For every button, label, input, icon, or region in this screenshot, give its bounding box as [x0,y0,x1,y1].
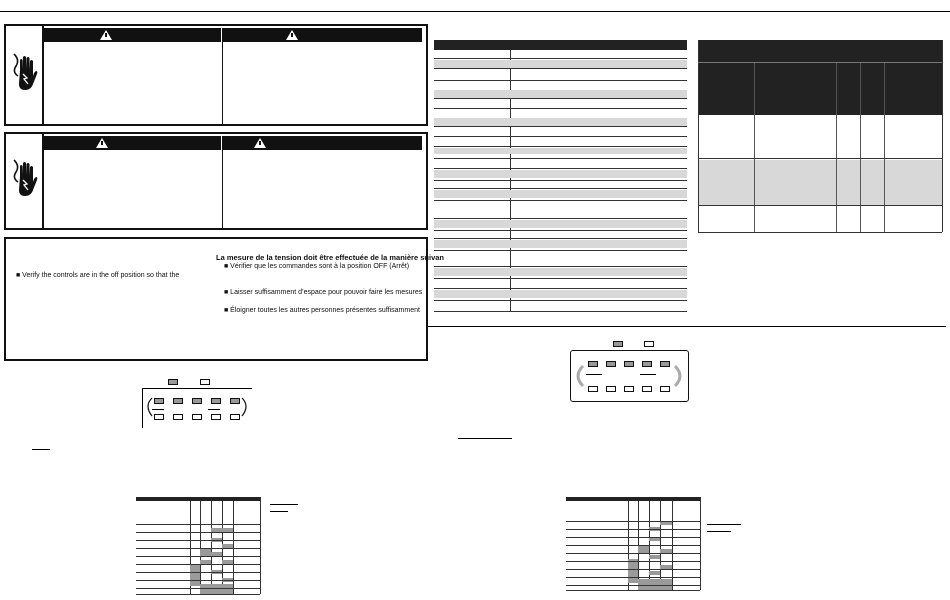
legend-underline [707,531,731,532]
legend-underline [270,511,288,512]
legend-white-swatch [200,379,210,385]
connector-pin [588,386,598,392]
table-row [566,521,700,522]
table-row [698,205,942,206]
column-divider [222,28,223,124]
table-row [136,588,260,589]
connector-pin [211,414,221,420]
legend-grey-swatch [168,379,178,385]
connector-pin [606,361,616,367]
table-row [434,200,687,201]
underline-mark [32,449,50,450]
table-row [566,569,700,570]
connector-pin [624,386,634,392]
table-row [566,590,700,591]
table-row [434,158,687,159]
table-row [434,218,687,219]
table-header-bar [434,40,687,50]
table-col-line [860,62,861,232]
table-row [136,532,260,533]
table-col-line [884,62,885,232]
table-row [434,126,687,127]
connector-pin [192,414,202,420]
table-row [434,136,687,137]
pin-label-line [586,374,602,375]
table-row [434,300,687,301]
table-band [434,190,687,198]
shock-hazard-panel [6,26,44,124]
table-row [136,556,260,557]
warning-box-1 [4,24,428,126]
electrical-shock-hand-icon [10,158,40,200]
connector-pin [624,361,634,367]
legend-underline [707,524,741,525]
table-band [434,118,687,126]
warning-header-en [44,28,221,42]
warning-triangle-icon [96,138,108,148]
table-row [566,529,700,530]
warning-header-en [44,136,221,150]
table-band [698,160,942,205]
connector-pin [154,414,164,420]
table-row [434,266,687,267]
warning-header-fr [223,136,422,150]
connector-pin [642,361,652,367]
table-band [434,268,687,276]
table-cell-marked [638,545,649,553]
table-row [434,180,687,181]
connector-pin [211,398,221,404]
table-cell-marked [200,584,233,594]
connector-pin [173,398,183,404]
table-row [434,278,687,279]
table-col-line [260,497,261,594]
table-band [434,60,687,68]
table-row [434,238,687,239]
note-bullet-fr-1: ■ Vérifier que les commandes sont à la position OFF (Arrêt) [224,263,410,270]
connector-pin [173,414,183,420]
top-rule [0,11,950,12]
table-row [698,158,942,159]
table-band [434,240,687,248]
electrical-shock-hand-icon [10,52,40,94]
table-col-line [942,40,943,232]
table-cell-marked [200,548,211,556]
table-row [566,545,700,546]
table-row [434,108,687,109]
table-row [434,250,687,251]
table-row [566,585,700,586]
note-bullet-en: ■ Verify the controls are in the off position so that the [16,272,180,279]
table-col-line [698,40,699,232]
curved-arrow-left-icon [142,396,154,418]
table-row [136,540,260,541]
diagram-top-line [142,388,252,389]
table-header-bar [698,40,942,115]
voltage-measurement-note [4,237,444,361]
table-row [434,58,687,59]
legend-underline [270,504,298,505]
legend-white-swatch [644,341,654,347]
curved-arrow-right-icon [240,396,252,418]
table-band [434,148,687,154]
note-heading-fr: La mesure de la tension doit être effectuée de la manière suivan [216,253,444,262]
warning-box-2 [4,132,428,230]
table-cell-marked [628,559,638,583]
table-row [566,537,700,538]
note-bullet-fr-3: ■ Éloigner toutes les autres personnes présentes suffisamment [224,307,420,314]
connector-pin [192,398,202,404]
table-row [566,561,700,562]
connector-housing [570,350,689,402]
table-cell-marked [649,571,660,575]
warning-triangle-icon [100,30,112,40]
table-header-bar [136,497,260,501]
section-rule [428,326,946,327]
connector-pin [606,386,616,392]
connector-pin [230,414,240,420]
table-row [136,564,260,565]
table-row [136,572,260,573]
curved-arrow-left-icon [571,364,585,388]
table-row [434,168,687,169]
table-row [136,594,260,595]
legend-grey-swatch [613,341,623,347]
connector-pin [660,361,670,367]
table-band [434,170,687,178]
table-row [434,311,687,312]
warning-header-fr [223,28,422,42]
table-cell-marked [190,564,200,586]
table-band [434,90,687,98]
connector-pin [230,398,240,404]
shock-hazard-panel [6,134,44,228]
table-cell-marked [649,555,660,559]
pin-label-line [208,409,220,410]
warning-triangle-icon [254,138,266,148]
table-row [434,288,687,289]
table-row [434,80,687,81]
table-row [136,580,260,581]
table-row [434,230,687,231]
table-row [434,146,687,147]
table-header-bar [566,497,700,501]
table-band [434,290,687,298]
table-row [434,68,687,69]
table-row [136,524,260,525]
table-col-line [700,497,701,590]
table-row [698,232,942,233]
table-row [434,188,687,189]
column-divider [222,136,223,228]
table-row [434,98,687,99]
connector-pin [588,361,598,367]
connector-pin [660,386,670,392]
underline-mark [458,438,512,439]
table-col-line [754,62,755,232]
table-row [566,577,700,578]
curved-arrow-right-icon [673,364,687,388]
warning-triangle-icon [286,30,298,40]
note-bullet-fr-2: ■ Laisser suffisamment d’espace pour pouvoir faire les mesures [224,289,423,296]
connector-pin [154,398,164,404]
connector-pin [642,386,652,392]
pin-label-line [640,374,656,375]
table-row [698,62,942,63]
table-row [136,548,260,549]
table-col-line [836,62,837,232]
table-row [566,553,700,554]
table-band [434,220,687,228]
